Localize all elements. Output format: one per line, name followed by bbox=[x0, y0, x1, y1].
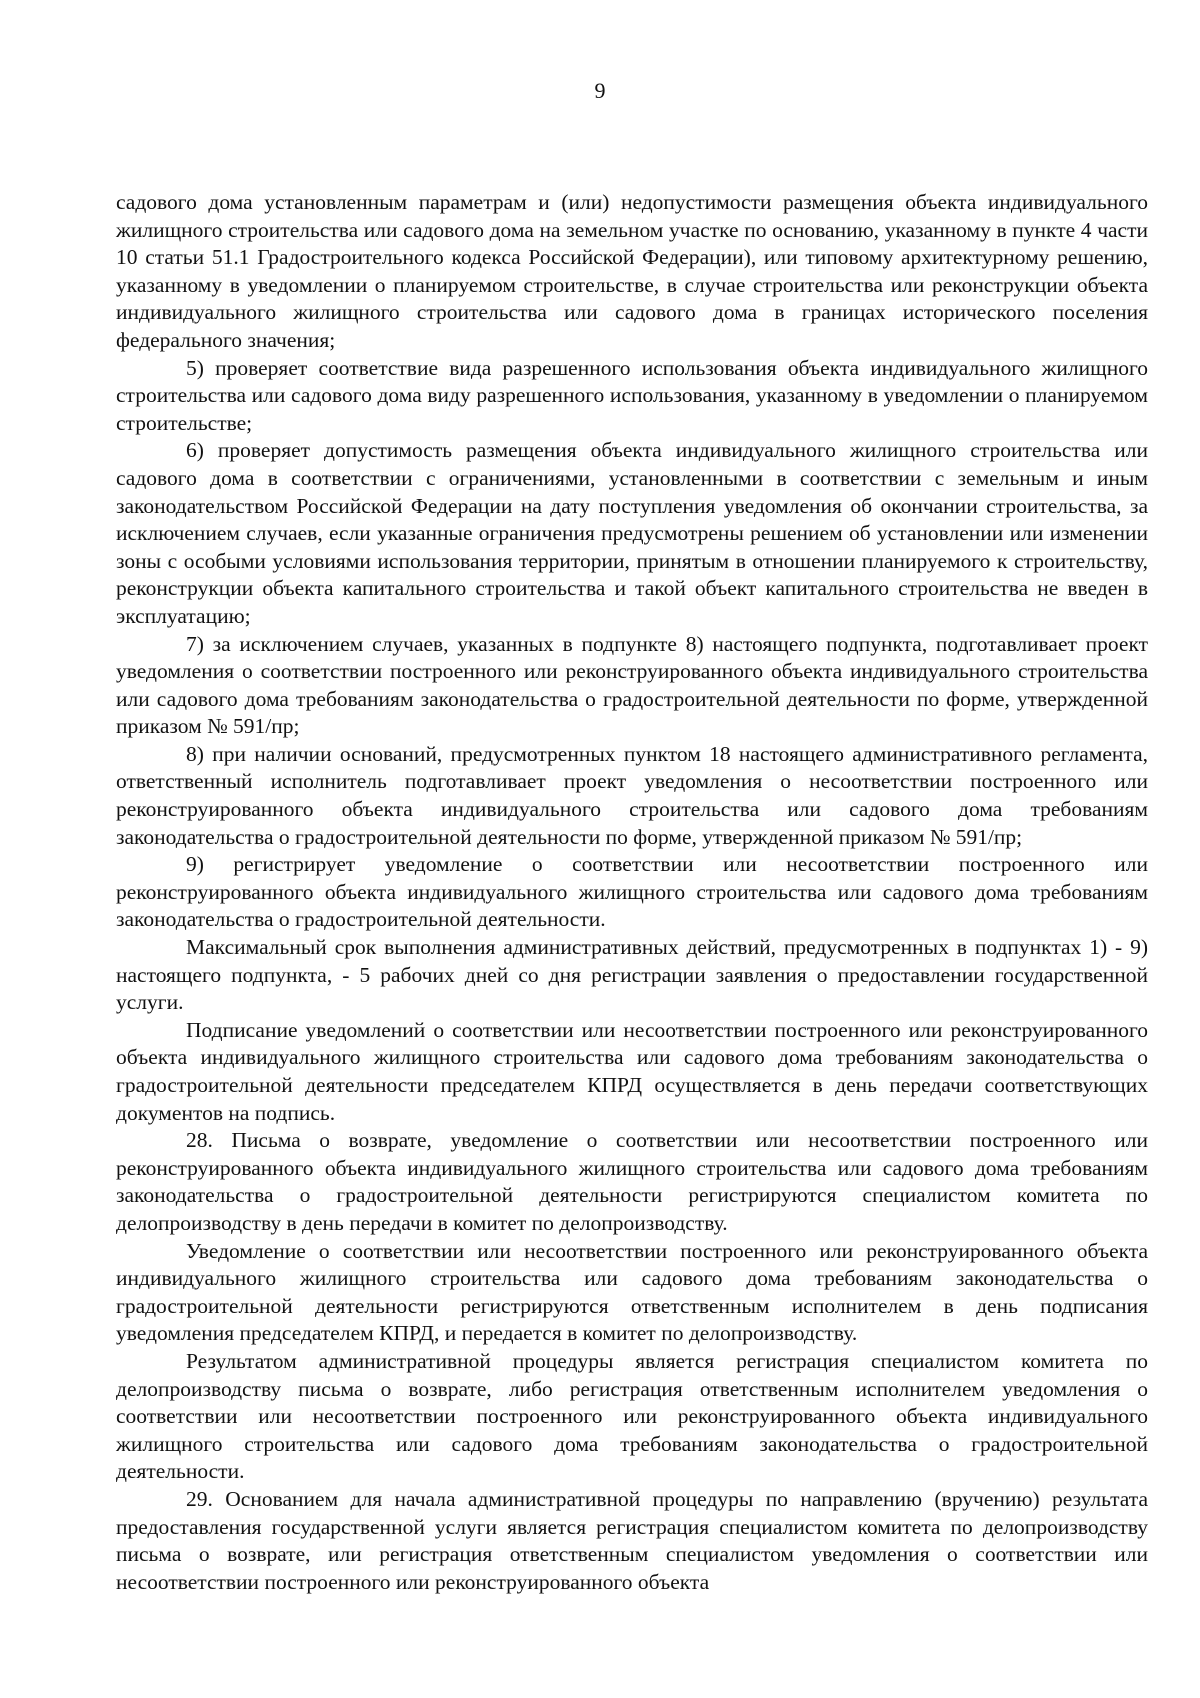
page-number: 9 bbox=[594, 78, 606, 103]
paragraph-item-6: 6) проверяет допустимость размещения объекта индивидуального жилищного строительства или садового дома в соответствии с ограничениями, установленными в соответствии с земельным и иным законодательством Российской Федерации на дату поступления уведомления об окончании строительства, за исключением случаев, если указанные ограничения предусмотрены решением об установлении или изменении зоны с особыми условиями использования территории, принятым в отношении планируемого к строительству, реконструкции объекта капитального строительства и такой объект капитального строительства не введен в эксплуатацию; bbox=[116, 438, 1148, 628]
paragraph-max-term: Максимальный срок выполнения административных действий, предусмотренных в подпунктах 1) - 9) настоящего подпункта, - 5 рабочих дней со дня регистрации заявления о предоставлении государственной услуги. bbox=[116, 935, 1148, 1015]
paragraph-continuation: садового дома установленным параметрам и (или) недопустимости размещения объекта индивидуального жилищного строительства или садового дома на земельном участке по основанию, указанному в пункте 4 части 10 статьи 51.1 Градостроительного кодекса Российской Федерации), или типовому архитектурному решению, указанному в уведомлении о планируемом строительстве, в случае строительства или реконструкции объекта индивидуального жилищного строительства или садового дома в границах исторического поселения федерального значения; bbox=[116, 190, 1148, 352]
paragraph-section-29: 29. Основанием для начала административной процедуры по направлению (вручению) результата предоставления государственной услуги является регистрация специалистом комитета по делопроизводству письма о возврате, или регистрация ответственным специалистом уведомления о соответствии или несоответствии построенного или реконструированного объекта bbox=[116, 1486, 1148, 1594]
paragraph-notification-registration: Уведомление о соответствии или несоответствии построенного или реконструированного объекта индивидуального жилищного строительства или садового дома требованиям законодательства о градостроительной деятельности регистрируются ответственным исполнителем в день подписания уведомления председателем КПРД, и передается в комитет по делопроизводству. bbox=[116, 1238, 1148, 1346]
paragraph-item-7: 7) за исключением случаев, указанных в подпункте 8) настоящего подпункта, подготавливает проект уведомления о соответствии построенного или реконструированного объекта индивидуального строительства или садового дома требованиям законодательства о градостроительной деятельности по форме, утвержденной приказом № 591/пр; bbox=[116, 631, 1148, 739]
paragraph-item-8: 8) при наличии оснований, предусмотренных пунктом 18 настоящего административного регламента, ответственный исполнитель подготавливает проект уведомления о несоответствии построенного или реконструированного объекта индивидуального строительства или садового дома требованиям законодательства о градостроительной деятельности по форме, утвержденной приказом № 591/пр; bbox=[116, 741, 1148, 849]
paragraph-procedure-result: Результатом административной процедуры является регистрация специалистом комитета по делопроизводству письма о возврате, либо регистрация ответственным исполнителем уведомления о соответствии или несоответствии построенного или реконструированного объекта индивидуального жилищного строительства или садового дома требованиям законодательства о градостроительной деятельности. bbox=[116, 1348, 1148, 1484]
paragraph-item-5: 5) проверяет соответствие вида разрешенного использования объекта индивидуального жилищного строительства или садового дома виду разрешенного использования, указанному в уведомлении о планируемом строительстве; bbox=[116, 355, 1148, 435]
paragraph-item-9: 9) регистрирует уведомление о соответствии или несоответствии построенного или реконструированного объекта индивидуального жилищного строительства или садового дома требованиям законодательства о градостроительной деятельности. bbox=[116, 852, 1148, 932]
paragraph-section-28: 28. Письма о возврате, уведомление о соответствии или несоответствии построенного или реконструированного объекта индивидуального жилищного строительства или садового дома требованиям законодательства о градостроительной деятельности регистрируются специалистом комитета по делопроизводству в день передачи в комитет по делопроизводству. bbox=[116, 1128, 1148, 1235]
document-body bbox=[116, 189, 1148, 1596]
paragraph-signing: Подписание уведомлений о соответствии или несоответствии построенного или реконструированного объекта индивидуального жилищного строительства или садового дома требованиям законодательства о градостроительной деятельности председателем КПРД осуществляется в день передачи соответствующих документов на подпись. bbox=[116, 1017, 1148, 1125]
